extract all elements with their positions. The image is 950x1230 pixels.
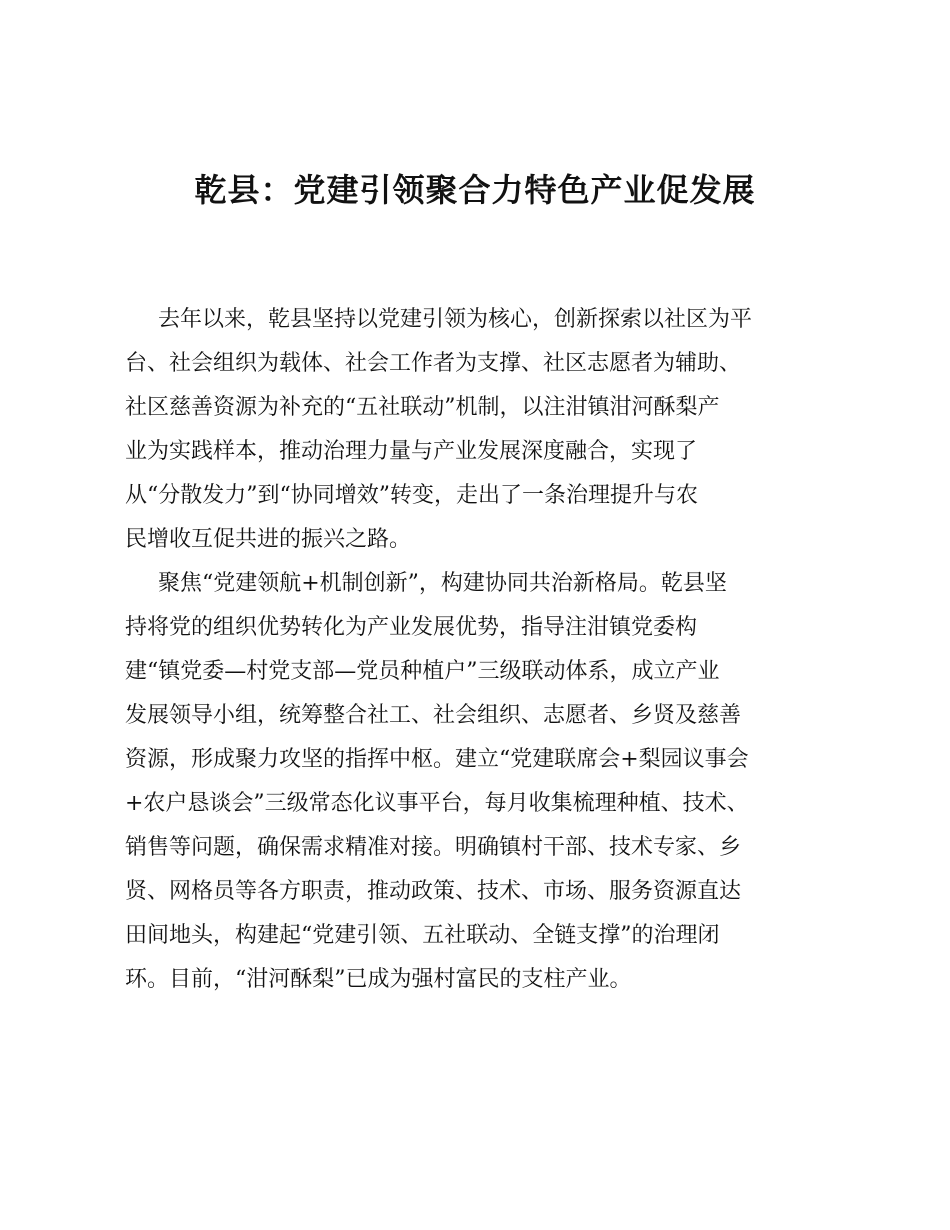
paragraph-line: 聚焦“党建领航+机制创新”，构建协同共治新格局。乾县坚	[158, 571, 727, 596]
paragraph-line: 社区慈善资源为补充的“五社联动”机制，以注泔镇泔河酥梨产	[125, 395, 720, 420]
paragraph-line: 建“镇党委—村党支部—党员种植户”三级联动体系，成立产业	[125, 659, 720, 684]
paragraph-line: 环。目前，“泔河酥梨”已成为强村富民的支柱产业。	[125, 967, 632, 992]
paragraph-2	[125, 562, 837, 1002]
paragraph-line: 发展领导小组，统筹整合社工、社会组织、志愿者、乡贤及慈善	[125, 703, 742, 728]
paragraph-line: +农户恳谈会”三级常态化议事平台，每月收集梳理种植、技术、	[125, 791, 749, 816]
paragraph-line: 民增收互促共进的振兴之路。	[125, 527, 412, 552]
document-body	[125, 298, 837, 1002]
paragraph-line: 贤、网格员等各方职责，推动政策、技术、市场、服务资源直达	[125, 879, 742, 904]
paragraph-line: 资源，形成聚力攻坚的指挥中枢。建立“党建联席会+梨园议事会	[125, 747, 749, 772]
paragraph-line: 去年以来，乾县坚持以党建引领为核心，创新探索以社区为平	[158, 307, 753, 332]
paragraph-line: 销售等问题，确保需求精准对接。明确镇村干部、技术专家、乡	[125, 835, 742, 860]
document-title: 乾县：党建引领聚合力特色产业促发展	[194, 171, 756, 209]
paragraph-line: 从“分散发力”到“协同增效”转变，走出了一条治理提升与农	[125, 483, 698, 508]
paragraph-line: 台、社会组织为载体、社会工作者为支撑、社区志愿者为辅助、	[125, 351, 742, 376]
paragraph-line: 持将党的组织优势转化为产业发展优势，指导注泔镇党委构	[125, 615, 698, 640]
paragraph-line: 业为实践样本，推动治理力量与产业发展深度融合，实现了	[125, 439, 698, 464]
paragraph-1	[125, 298, 837, 562]
paragraph-line: 田间地头，构建起“党建引领、五社联动、全链支撑”的治理闭	[125, 923, 720, 948]
